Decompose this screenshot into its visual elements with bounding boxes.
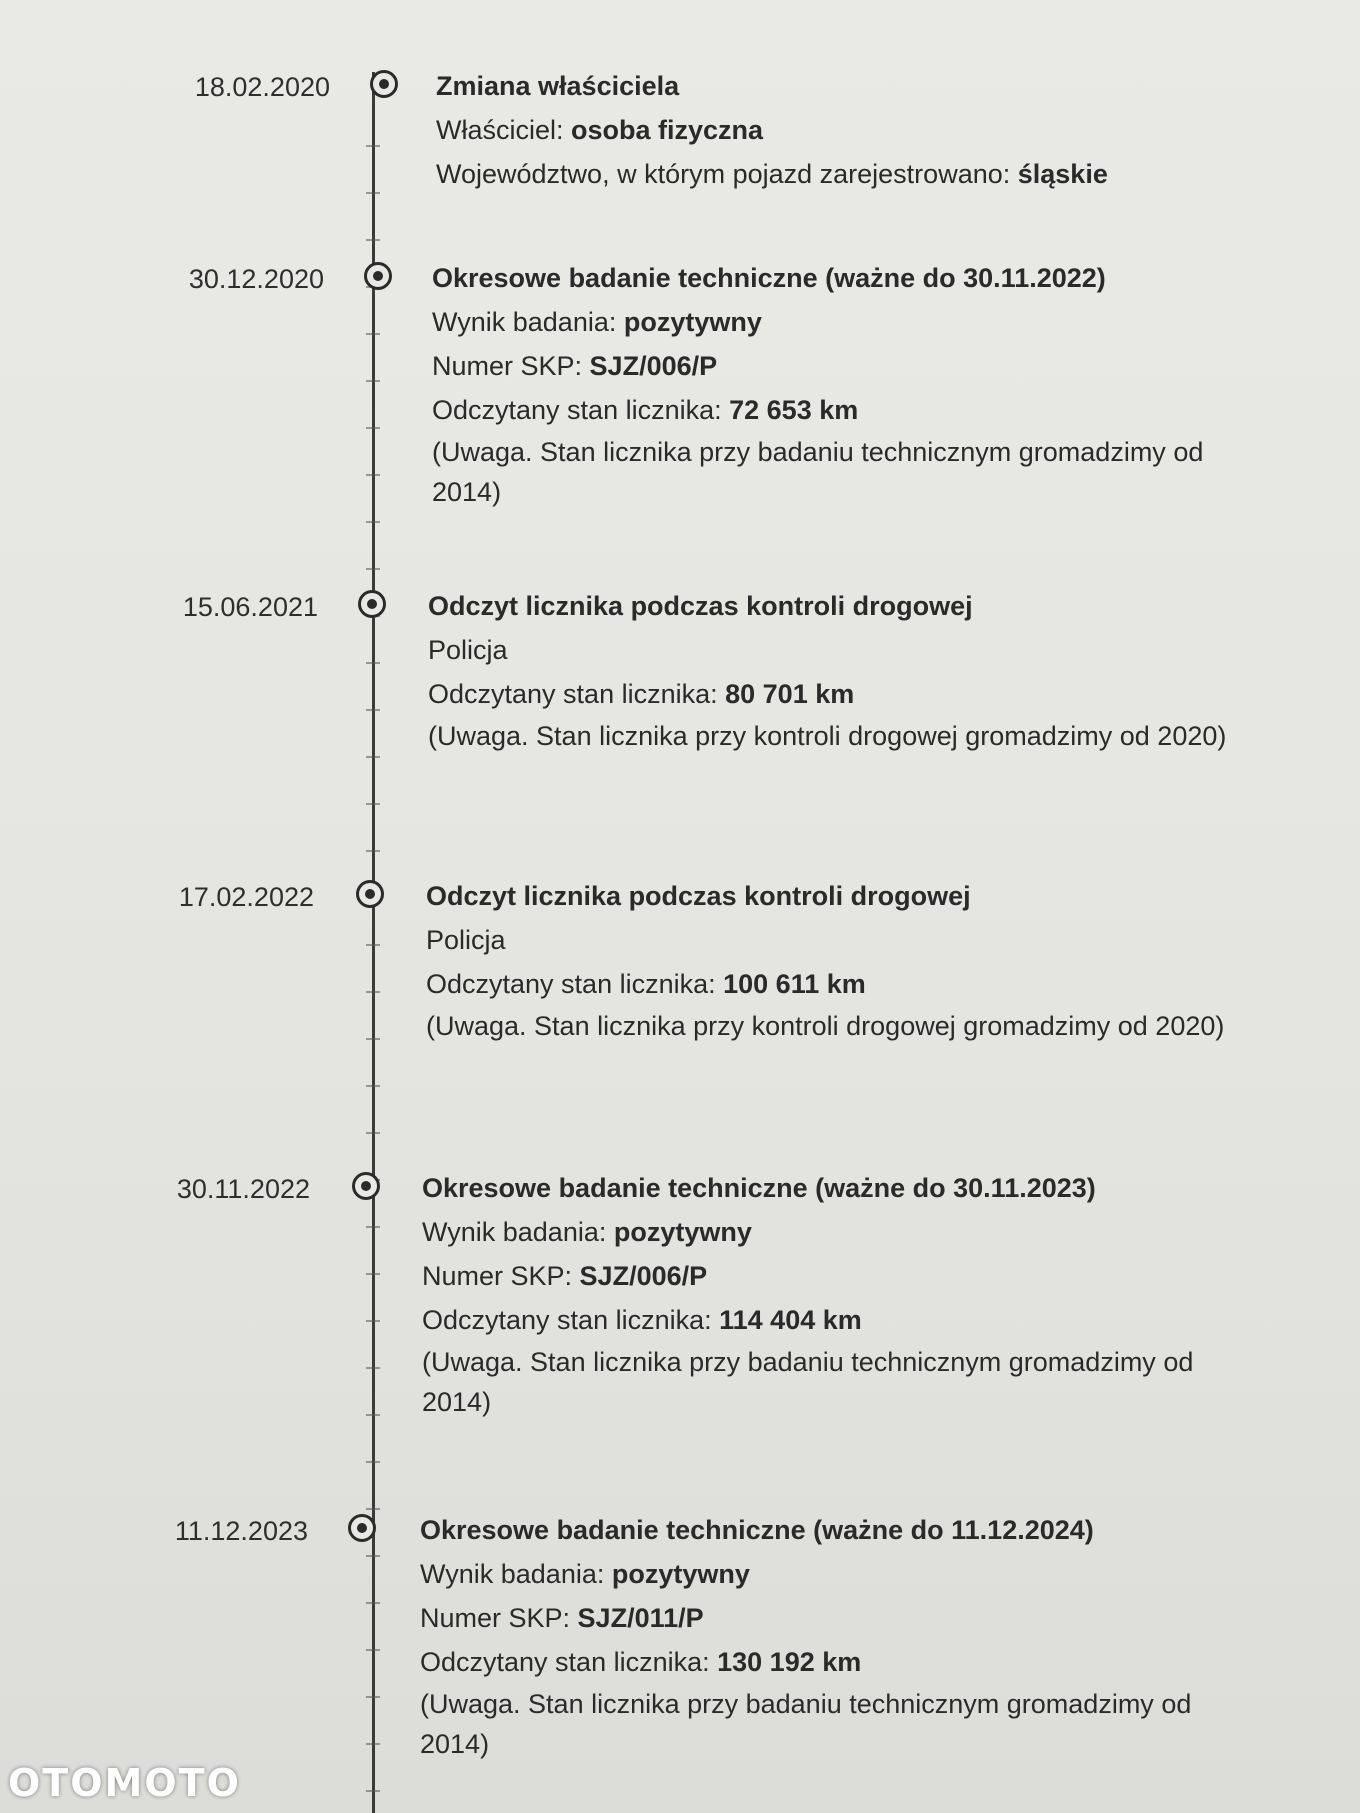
event-detail: Właściciel: osoba fizyczna <box>436 115 764 145</box>
event-note: (Uwaga. Stan licznika przy badaniu technicznym gromadzimy od 2014) <box>432 437 1204 507</box>
event-note: (Uwaga. Stan licznika przy badaniu technicznym gromadzimy od 2014) <box>422 1347 1194 1417</box>
event-source: Policja <box>428 635 508 665</box>
event-title: Odczyt licznika podczas kontroli drogowej <box>428 591 973 621</box>
timeline-dot-icon <box>348 1514 376 1542</box>
event-title: Okresowe badanie techniczne (ważne do 11.12.2024) <box>420 1515 1094 1545</box>
event-detail: Wynik badania: pozytywny <box>432 307 762 337</box>
event-note: (Uwaga. Stan licznika przy badaniu technicznym gromadzimy od 2014) <box>420 1689 1192 1759</box>
event-date: 30.12.2020 <box>188 264 324 294</box>
event-detail: Numer SKP: SJZ/011/P <box>420 1603 704 1633</box>
timeline-dot-icon <box>352 1172 380 1200</box>
event-title: Odczyt licznika podczas kontroli drogowej <box>426 881 971 911</box>
timeline-dot-icon <box>364 262 392 290</box>
event-detail: Województwo, w którym pojazd zarejestrowano: śląskie <box>436 159 1108 189</box>
event-detail: Numer SKP: SJZ/006/P <box>422 1261 708 1291</box>
event-detail: Odczytany stan licznika: 100 611 km <box>426 969 866 999</box>
event-date: 17.02.2022 <box>178 882 314 912</box>
event-date: 18.02.2020 <box>194 72 330 102</box>
timeline-dot-icon <box>356 880 384 908</box>
otomoto-watermark: OTOMOTO <box>8 1761 241 1805</box>
event-detail: Wynik badania: pozytywny <box>422 1217 752 1247</box>
event-title: Okresowe badanie techniczne (ważne do 30.11.2022) <box>432 263 1106 293</box>
event-date: 15.06.2021 <box>182 592 318 622</box>
event-note: (Uwaga. Stan licznika przy kontroli drogowej gromadzimy od 2020) <box>426 1011 1225 1041</box>
event-content <box>420 1508 1260 1764</box>
event-source: Policja <box>426 925 506 955</box>
timeline-ticks <box>366 100 380 1813</box>
event-content <box>436 64 1276 196</box>
event-detail: Numer SKP: SJZ/006/P <box>432 351 718 381</box>
event-detail: Wynik badania: pozytywny <box>420 1559 750 1589</box>
event-date: 11.12.2023 <box>174 1516 308 1546</box>
timeline-dot-icon <box>358 590 386 618</box>
event-content <box>432 256 1272 512</box>
timeline-dot-icon <box>370 70 398 98</box>
event-detail: Odczytany stan licznika: 130 192 km <box>420 1647 862 1677</box>
event-date: 30.11.2022 <box>176 1174 310 1204</box>
event-content <box>422 1166 1262 1422</box>
event-detail: Odczytany stan licznika: 72 653 km <box>432 395 859 425</box>
event-detail: Odczytany stan licznika: 80 701 km <box>428 679 855 709</box>
event-title: Okresowe badanie techniczne (ważne do 30.11.2023) <box>422 1173 1096 1203</box>
event-content <box>426 874 1266 1046</box>
event-detail: Odczytany stan licznika: 114 404 km <box>422 1305 862 1335</box>
event-note: (Uwaga. Stan licznika przy kontroli drogowej gromadzimy od 2020) <box>428 721 1227 751</box>
event-title: Zmiana właściciela <box>436 71 680 101</box>
event-content <box>428 584 1268 756</box>
